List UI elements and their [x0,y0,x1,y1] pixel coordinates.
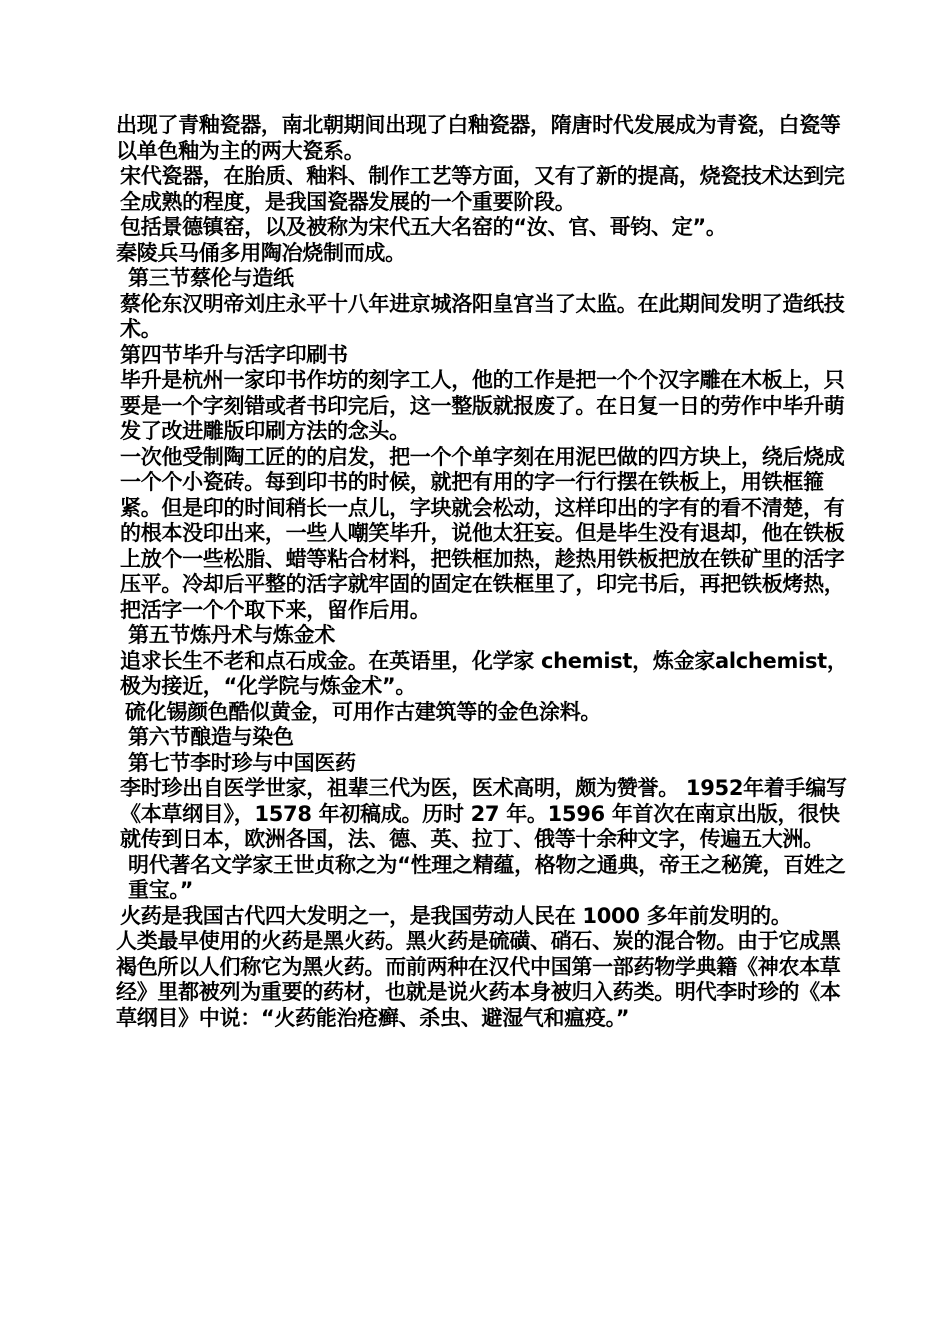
paragraph-alchemy: 追求长生不老和点石成金。在英语里，化学家 chemist，炼金家alchemist，极为接近，“化学院与炼金术”。 [120,648,848,698]
section-heading-cai-lun: 第三节蔡伦与造纸 [128,266,294,290]
paragraph-terracotta: 秦陵兵马俑多用陶冶烧制而成。 [116,240,406,265]
section-heading-bi-sheng: 第四节毕升与活字印刷书 [120,342,348,367]
paragraph-wang-shizhen-quote: 明代著名文学家王世贞称之为“性理之精蕴，格物之通典，帝王之秘箎，百姓之重宝。” [128,852,846,902]
paragraph-black-powder: 人类最早使用的火药是黑火药。黑火药是硫磺、硝石、炭的混合物。由于它成黑褐色所以人们称它为黑火药。而前两种在汉代中国第一部药物学典籍《神农本草经》里都被列为重要的药材，也就是说火药本身被归入药类。明代李时珍的《本草纲目》中说：“火药能治疮癣、杀虫、避湿气和瘟疫。” [116,929,841,1030]
paragraph-bi-sheng-intro: 毕升是杭州一家印书作坊的刻字工人，他的工作是把一个个汉字雕在木板上，只要是一个字刻错或者书印完后，这一整版就报废了。在日复一日的劳作中毕升萌发了改进雕版印刷方法的念头。 [120,368,845,443]
document-page [116,113,856,1031]
paragraph-cai-lun: 蔡伦东汉明帝刘庄永平十八年进京城洛阳皇宫当了太监。在此期间发明了造纸技术。 [120,291,845,341]
paragraph-gunpowder-invention: 火药是我国古代四大发明之一，是我国劳动人民在 1000 多年前发明的。 [120,903,792,928]
paragraph-celadon-history: 出现了青釉瓷器，南北朝期间出现了白釉瓷器，隋唐时代发展成为青瓷，白瓷等以单色釉为主的两大瓷系。 [116,113,841,163]
paragraph-li-shizhen: 李时珍出自医学世家，祖辈三代为医，医术高明，颇为赞誉。 1952年着手编写《本草纲目》，1578 年初稿成。历时 27 年。1596 年首次在南京出版，很快就传到日本，欧洲各国，法、德、英、拉丁、俄等十余种文字，传遍五大洲。 [120,776,847,851]
section-heading-brewing: 第六节酿造与染色 [128,725,294,749]
section-heading-alchemy: 第五节炼丹术与炼金术 [128,623,335,647]
paragraph-movable-type: 一次他受制陶工匠的的启发，把一个个单字刻在用泥巴做的四方块上，绕后烧成一个个小瓷砖。每到印书的时候，就把有用的字一行行摆在铁板上，用铁框箍紧。但是印的时间稍长一点儿，字块就会松动，这样印出的字有的看不清楚，有的根本没印出来，一些人嘲笑毕升，说他太狂妄。但是毕生没有退却，他在铁板上放个一些松脂、蜡等粘合材料，把铁框加热，趁热用铁板把放在铁矿里的活字压平。冷却后平整的活字就牢固的固定在铁框里了，印完书后，再把铁板烤热，把活字一个个取下来，留作后用。 [120,444,845,622]
section-heading-li-shizhen: 第七节李时珍与中国医药 [128,750,356,775]
paragraph-song-porcelain: 宋代瓷器，在胎质、釉料、制作工艺等方面，又有了新的提高，烧瓷技术达到完全成熟的程度，是我国瓷器发展的一个重要阶段。 [120,164,845,214]
paragraph-tin-sulfide: 硫化锡颜色酷似黄金，可用作古建筑等的金色涂料。 [125,699,602,724]
paragraph-five-kilns: 包括景德镇窑，以及被称为宋代五大名窑的“汝、官、哥钧、定”。 [120,215,727,239]
